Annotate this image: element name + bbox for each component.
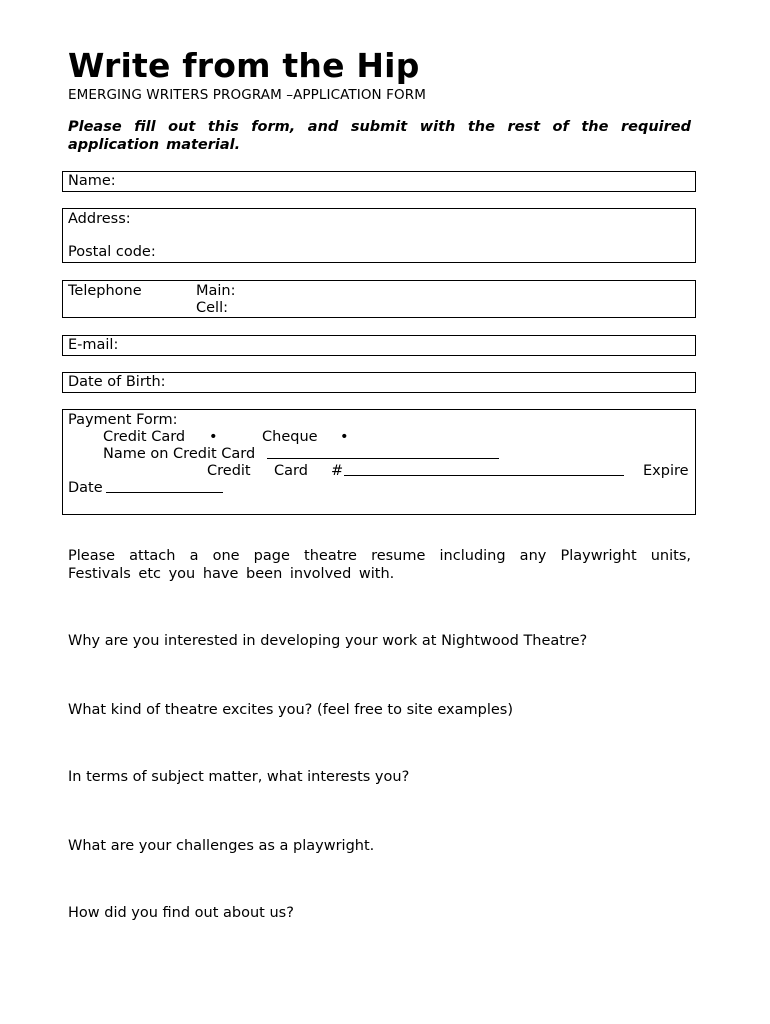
telephone-label: Telephone bbox=[68, 283, 142, 299]
credit-label: Credit bbox=[207, 463, 251, 479]
question-why-nightwood: Why are you interested in developing your work at Nightwood Theatre? bbox=[68, 633, 588, 649]
card-number-line[interactable] bbox=[344, 463, 624, 481]
form-instructions: Please fill out this form, and submit with the rest of the required application material. bbox=[68, 119, 691, 153]
question-theatre-excites: What kind of theatre excites you? (feel free to site examples) bbox=[68, 702, 513, 718]
name-field[interactable] bbox=[62, 171, 696, 192]
question-challenges: What are your challenges as a playwright. bbox=[68, 838, 375, 854]
payment-heading: Payment Form: bbox=[68, 412, 178, 428]
payment-section bbox=[62, 409, 696, 515]
name-label: Name: bbox=[68, 173, 116, 189]
credit-card-bullet-option[interactable]: • bbox=[209, 429, 218, 445]
question-subject-matter: In terms of subject matter, what interests you? bbox=[68, 769, 410, 785]
main-phone-label: Main: bbox=[196, 283, 236, 299]
postal-code-label: Postal code: bbox=[68, 244, 156, 260]
cell-phone-label: Cell: bbox=[196, 300, 228, 316]
expire-label: Expire bbox=[643, 463, 689, 479]
card-number-hash: # bbox=[331, 463, 344, 479]
address-field[interactable] bbox=[62, 208, 696, 263]
email-field[interactable] bbox=[62, 335, 696, 356]
page-title: Write from the Hip bbox=[68, 46, 420, 85]
credit-card-label: Credit Card bbox=[103, 429, 186, 445]
date-of-birth-label: Date of Birth: bbox=[68, 374, 166, 390]
form-subtitle: EMERGING WRITERS PROGRAM –APPLICATION FORM bbox=[68, 87, 426, 103]
cheque-bullet-option[interactable]: • bbox=[340, 429, 349, 445]
telephone-field[interactable] bbox=[62, 280, 696, 318]
cheque-label: Cheque bbox=[262, 429, 318, 445]
expire-date-label: Date bbox=[68, 480, 103, 496]
address-label: Address: bbox=[68, 211, 131, 227]
name-on-card-label: Name on Credit Card bbox=[103, 446, 256, 462]
name-on-card-line[interactable] bbox=[267, 446, 499, 464]
expire-date-line[interactable] bbox=[106, 480, 223, 498]
resume-instruction: Please attach a one page theatre resume including any Playwright units, Festivals etc you have been involved with. bbox=[68, 548, 691, 582]
email-label: E-mail: bbox=[68, 337, 119, 353]
date-of-birth-field[interactable] bbox=[62, 372, 696, 393]
card-label: Card bbox=[274, 463, 308, 479]
question-how-found: How did you find out about us? bbox=[68, 905, 294, 921]
